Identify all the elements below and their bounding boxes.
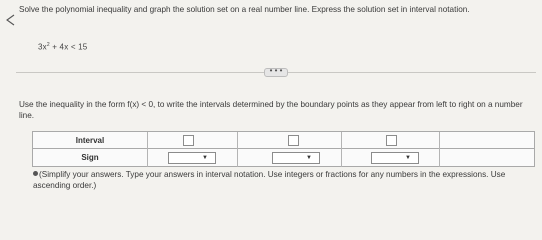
interval-input-1[interactable]: [183, 135, 194, 146]
chevron-down-icon: ▼: [306, 155, 312, 161]
bullet-icon: [33, 171, 38, 176]
inequality-exponent: 2: [46, 42, 50, 48]
sign-select-1[interactable]: [168, 152, 216, 164]
interval-sign-table: [32, 131, 535, 167]
sign-select-2[interactable]: [272, 152, 320, 164]
answer-instructions-text: (Simplify your answers. Type your answers in interval notation. Use integers or fractions for any numbers in the expressions. Use ascending order.): [33, 170, 506, 190]
interval-row: [33, 132, 534, 149]
more-button[interactable]: • • •: [264, 68, 288, 77]
instruction-text: Solve the polynomial inequality and graph the solution set on a real number line. Express the solution set in interval notation.: [19, 5, 470, 14]
column-divider: [341, 132, 342, 167]
interval-input-3[interactable]: [386, 135, 397, 146]
column-divider: [237, 132, 238, 167]
chevron-down-icon: ▼: [405, 155, 411, 161]
sign-row-label: Sign: [81, 153, 99, 162]
inequality: [38, 42, 87, 52]
inequality-base: 3x: [38, 42, 47, 52]
back-arrow-icon[interactable]: [3, 6, 17, 34]
sign-select-3[interactable]: [371, 152, 419, 164]
sign-row: [33, 149, 534, 166]
answer-instructions: [33, 169, 533, 191]
interval-row-label: Interval: [75, 136, 105, 145]
interval-input-2[interactable]: [288, 135, 299, 146]
column-divider: [439, 132, 440, 167]
chevron-down-icon: ▼: [202, 155, 208, 161]
question-text: Use the inequality in the form f(x) < 0, to write the intervals determined by the boundary points as they appear from left to right on a number line.: [19, 100, 523, 120]
inequality-rest: + 4x < 15: [49, 42, 88, 52]
column-divider: [147, 132, 148, 167]
